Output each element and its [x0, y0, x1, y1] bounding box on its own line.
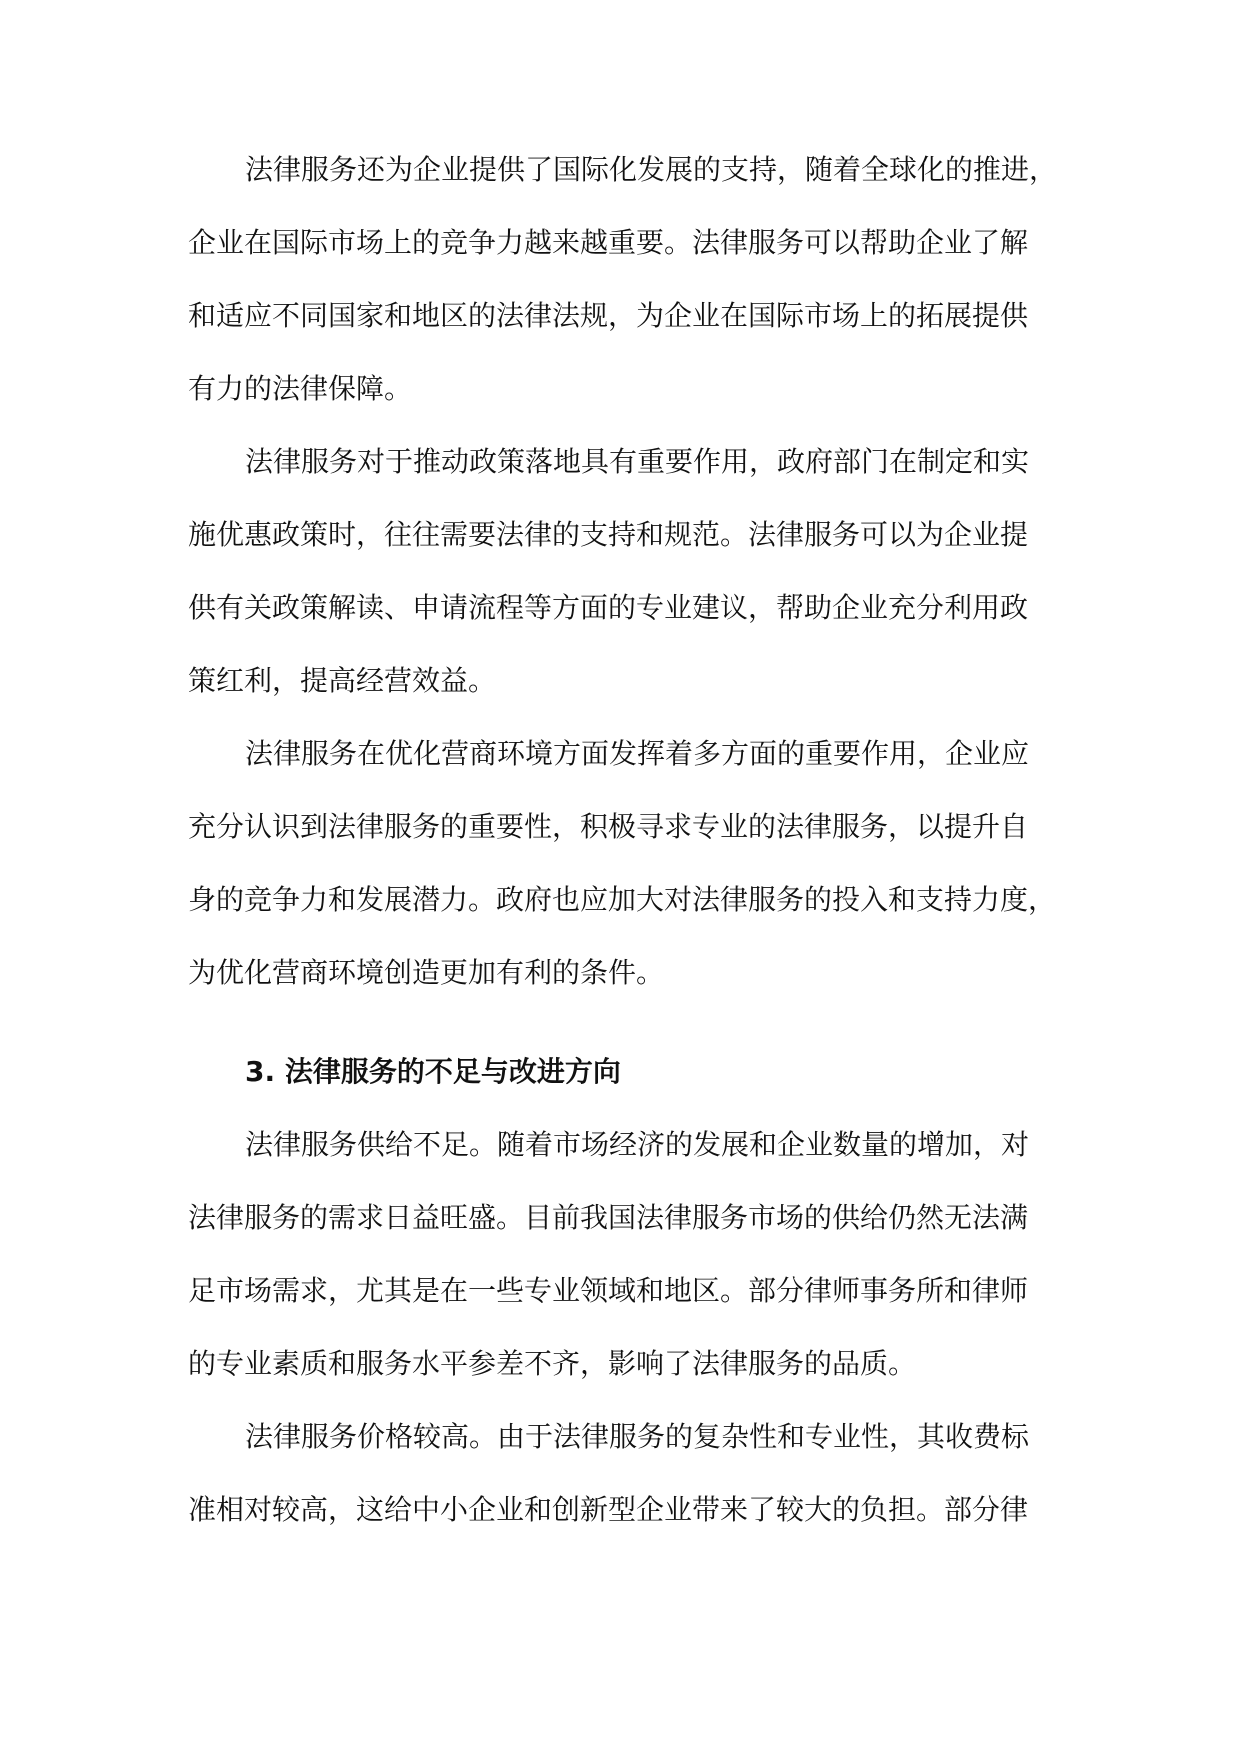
- paragraph-2-line-3: 供有关政策解读、申请流程等方面的专业建议，帮助企业充分利用政: [188, 591, 1029, 624]
- section-paragraph-1-line-1: 法律服务供给不足。随着市场经济的发展和企业数量的增加，对: [245, 1128, 1030, 1161]
- section-paragraph-1-line-3: 足市场需求，尤其是在一些专业领域和地区。部分律师事务所和律师: [188, 1274, 1029, 1307]
- paragraph-2-line-4: 策红利，提高经营效益。: [188, 664, 497, 697]
- paragraph-3-line-3: 身的竞争力和发展潜力。政府也应加大对法律服务的投入和支持力度，: [188, 883, 1057, 916]
- paragraph-3-line-4: 为优化营商环境创造更加有利的条件。: [188, 956, 665, 989]
- paragraph-1-line-4: 有力的法律保障。: [188, 372, 413, 405]
- paragraph-3-line-1: 法律服务在优化营商环境方面发挥着多方面的重要作用，企业应: [245, 737, 1030, 770]
- section-heading: 3. 法律服务的不足与改进方向: [245, 1055, 621, 1088]
- section-paragraph-1-line-4: 的专业素质和服务水平参差不齐，影响了法律服务的品质。: [188, 1347, 917, 1380]
- paragraph-1-line-2: 企业在国际市场上的竞争力越来越重要。法律服务可以帮助企业了解: [188, 226, 1029, 259]
- section-paragraph-1-line-2: 法律服务的需求日益旺盛。目前我国法律服务市场的供给仍然无法满: [188, 1201, 1029, 1234]
- paragraph-3-line-2: 充分认识到法律服务的重要性，积极寻求专业的法律服务，以提升自: [188, 810, 1029, 843]
- paragraph-2-line-1: 法律服务对于推动政策落地具有重要作用，政府部门在制定和实: [245, 445, 1030, 478]
- paragraph-1-line-3: 和适应不同国家和地区的法律法规，为企业在国际市场上的拓展提供: [188, 299, 1029, 332]
- paragraph-1-line-1: 法律服务还为企业提供了国际化发展的支持，随着全球化的推进，: [245, 153, 1058, 186]
- section-paragraph-2-line-2: 准相对较高，这给中小企业和创新型企业带来了较大的负担。部分律: [188, 1493, 1029, 1526]
- section-paragraph-2-line-1: 法律服务价格较高。由于法律服务的复杂性和专业性，其收费标: [245, 1420, 1030, 1453]
- paragraph-2-line-2: 施优惠政策时，往往需要法律的支持和规范。法律服务可以为企业提: [188, 518, 1029, 551]
